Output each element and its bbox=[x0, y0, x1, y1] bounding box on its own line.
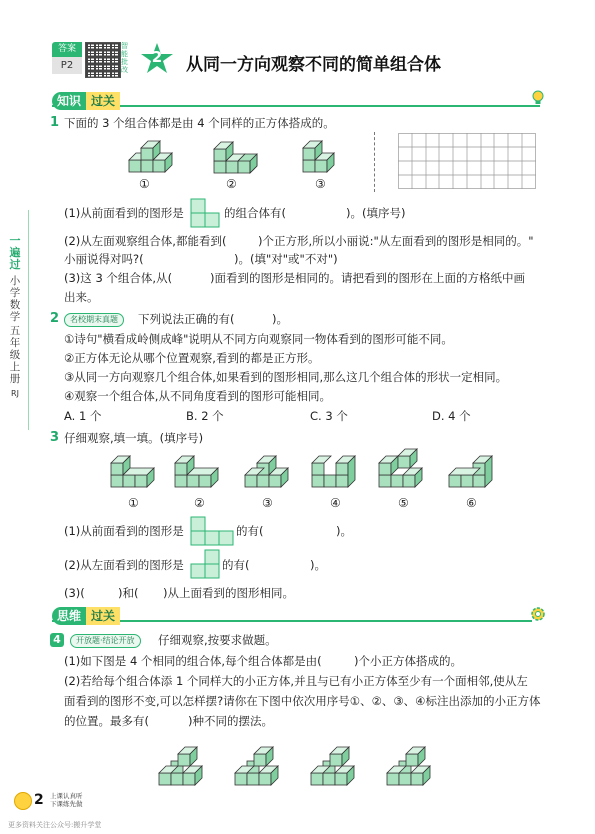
thinking-left: 思维 bbox=[52, 607, 86, 625]
q1-divider bbox=[374, 132, 375, 192]
knowledge-heading bbox=[52, 92, 120, 110]
footer-slogan-2: 下课练先做 bbox=[50, 800, 83, 808]
page-title: 从同一方向观察不同的简单组合体 bbox=[186, 55, 441, 75]
q4-p1-a: (1)如下图是 4 个相同的组合体,每个组合体都是由( bbox=[64, 654, 322, 668]
thinking-heading bbox=[52, 607, 120, 625]
q3-p2-c: )。 bbox=[310, 558, 326, 572]
answer-page: P2 bbox=[52, 57, 82, 74]
q3-label-6: ⑥ bbox=[466, 496, 477, 510]
knowledge-right: 过关 bbox=[86, 92, 120, 110]
q3-solid-2 bbox=[174, 450, 224, 490]
q4-p2-b: 面看到的图形不变,可以怎样摆?请你在下图中依次用序号①、②、③、④标注出添加的小正方体 bbox=[64, 694, 541, 708]
q1-p2-d: )。(填"对"或"不对") bbox=[234, 252, 338, 266]
q3-p2-b: 的有( bbox=[222, 558, 250, 572]
qr-code[interactable] bbox=[85, 42, 121, 78]
q1-solid-2 bbox=[213, 136, 258, 176]
side-divider bbox=[28, 210, 29, 430]
q1-p3-a: (3)这 3 个组合体,从( bbox=[64, 271, 173, 285]
q3-solid-5 bbox=[378, 450, 428, 490]
q3-solid-3 bbox=[244, 450, 294, 490]
q3-label-2: ② bbox=[194, 496, 205, 510]
q4-solid-4 bbox=[386, 740, 446, 788]
q1-label-2: ② bbox=[226, 177, 237, 191]
q4-solid-1 bbox=[158, 740, 218, 788]
q2-option-a[interactable]: A. 1 个 bbox=[64, 409, 102, 423]
q2-stem: 下列说法正确的有( bbox=[138, 312, 235, 326]
q3-p3-a: (3)( bbox=[64, 586, 85, 600]
q3-solid-6 bbox=[448, 450, 498, 490]
knowledge-left: 知识 bbox=[52, 92, 86, 110]
gear-icon bbox=[530, 606, 546, 622]
q1-solid-3 bbox=[302, 138, 347, 175]
side-book: 小学数学 bbox=[9, 275, 21, 323]
q1-p2-b: )个正方形,所以小丽说:"从左面看到的图形是相同的。" bbox=[258, 234, 534, 248]
q1-p1-c: )。(填序号) bbox=[346, 206, 406, 220]
q2-tag: 名校期末真题 bbox=[64, 313, 124, 327]
knowledge-rule bbox=[52, 105, 540, 107]
footer-note: 更多资料关注公众号:搬升学堂 bbox=[8, 821, 102, 829]
q3-stem: 仔细观察,填一填。(填序号) bbox=[64, 431, 204, 445]
q1-stem: 下面的 3 个组合体都是由 4 个同样的正方体搭成的。 bbox=[64, 116, 335, 130]
q2-item-3: ③从同一方向观察几个组合体,如果看到的图形相同,那么这几个组合体的形状一定相同。 bbox=[64, 370, 508, 384]
q2-option-d[interactable]: D. 4 个 bbox=[432, 409, 471, 423]
side-mark: 一遍过 bbox=[9, 234, 21, 271]
lesson-number: 2 bbox=[151, 48, 163, 66]
answer-label: 答案 bbox=[52, 42, 82, 57]
q4-p2-c: 的位置。最多有( bbox=[64, 714, 149, 728]
q1-solid-1 bbox=[128, 138, 173, 175]
q1-label-3: ③ bbox=[315, 177, 326, 191]
q1-p2-c: 小丽说得对吗?( bbox=[64, 252, 144, 266]
q4-stem: 仔细观察,按要求做题。 bbox=[158, 633, 277, 647]
q1-p1-shape bbox=[190, 198, 222, 228]
q2-item-4: ④观察一个组合体,从不同角度看到的图形可能相同。 bbox=[64, 389, 331, 403]
page-number: 2 bbox=[34, 792, 44, 808]
thinking-right: 过关 bbox=[86, 607, 120, 625]
q4-solid-3 bbox=[310, 740, 370, 788]
q2-number: 2 bbox=[50, 311, 60, 326]
q1-p3-c: 出来。 bbox=[64, 290, 99, 304]
q3-label-1: ① bbox=[128, 496, 139, 510]
q2-item-2: ②正方体无论从哪个位置观察,看到的都是正方形。 bbox=[64, 351, 320, 365]
q3-number: 3 bbox=[50, 430, 60, 445]
q4-solid-2 bbox=[234, 740, 294, 788]
q1-p3-b: )面看到的图形是相同的。请把看到的图形在上面的方格纸中画 bbox=[210, 271, 525, 285]
q3-label-5: ⑤ bbox=[398, 496, 409, 510]
q3-p1-shape bbox=[190, 516, 236, 546]
q1-p1-b: 的组合体有( bbox=[224, 206, 286, 220]
q2-option-b[interactable]: B. 2 个 bbox=[186, 409, 224, 423]
q4-tag: 开放题·结论开放 bbox=[70, 634, 141, 648]
q3-solid-1 bbox=[110, 450, 158, 490]
q1-number: 1 bbox=[50, 115, 60, 130]
footer-mascot bbox=[14, 792, 32, 810]
q3-p2-shape bbox=[190, 549, 222, 579]
qr-side-label: 智能批改 bbox=[121, 42, 128, 74]
q2-stem-end: )。 bbox=[272, 312, 288, 326]
side-edition: RJ bbox=[11, 389, 19, 398]
q3-p1-c: )。 bbox=[336, 524, 352, 538]
side-grade: 五年级上册 bbox=[9, 325, 21, 385]
q3-p3-b: )和( bbox=[118, 586, 139, 600]
bulb-icon bbox=[531, 90, 545, 106]
q4-p2-a: (2)若给每个组合体添 1 个同样大的小正方体,并且与已有小正方体至少有一个面相邻,使从左 bbox=[64, 674, 528, 688]
q3-solid-4 bbox=[311, 450, 361, 490]
q3-p1-a: (1)从前面看到的图形是 bbox=[64, 524, 184, 538]
q1-grid-paper[interactable] bbox=[398, 133, 536, 189]
q3-p1-b: 的有( bbox=[236, 524, 264, 538]
q3-label-3: ③ bbox=[262, 496, 273, 510]
q4-p1-b: )个小正方体搭成的。 bbox=[354, 654, 462, 668]
q3-p3-c: )从上面看到的图形相同。 bbox=[163, 586, 294, 600]
q3-label-4: ④ bbox=[330, 496, 341, 510]
q2-item-1: ①诗句"横看成岭侧成峰"说明从不同方向观察同一物体看到的图形可能不同。 bbox=[64, 332, 453, 346]
q2-option-c[interactable]: C. 3 个 bbox=[310, 409, 348, 423]
q3-p2-a: (2)从左面看到的图形是 bbox=[64, 558, 184, 572]
thinking-rule bbox=[52, 620, 532, 622]
q1-p2-a: (2)从左面观察组合体,都能看到( bbox=[64, 234, 227, 248]
q1-label-1: ① bbox=[139, 177, 150, 191]
answer-tag[interactable] bbox=[52, 42, 82, 76]
footer-slogan-1: 上课认真听 bbox=[50, 792, 83, 800]
q1-p1-a: (1)从前面看到的图形是 bbox=[64, 206, 184, 220]
q4-number: 4 bbox=[53, 633, 61, 646]
q4-p2-d: )种不同的摆法。 bbox=[188, 714, 273, 728]
